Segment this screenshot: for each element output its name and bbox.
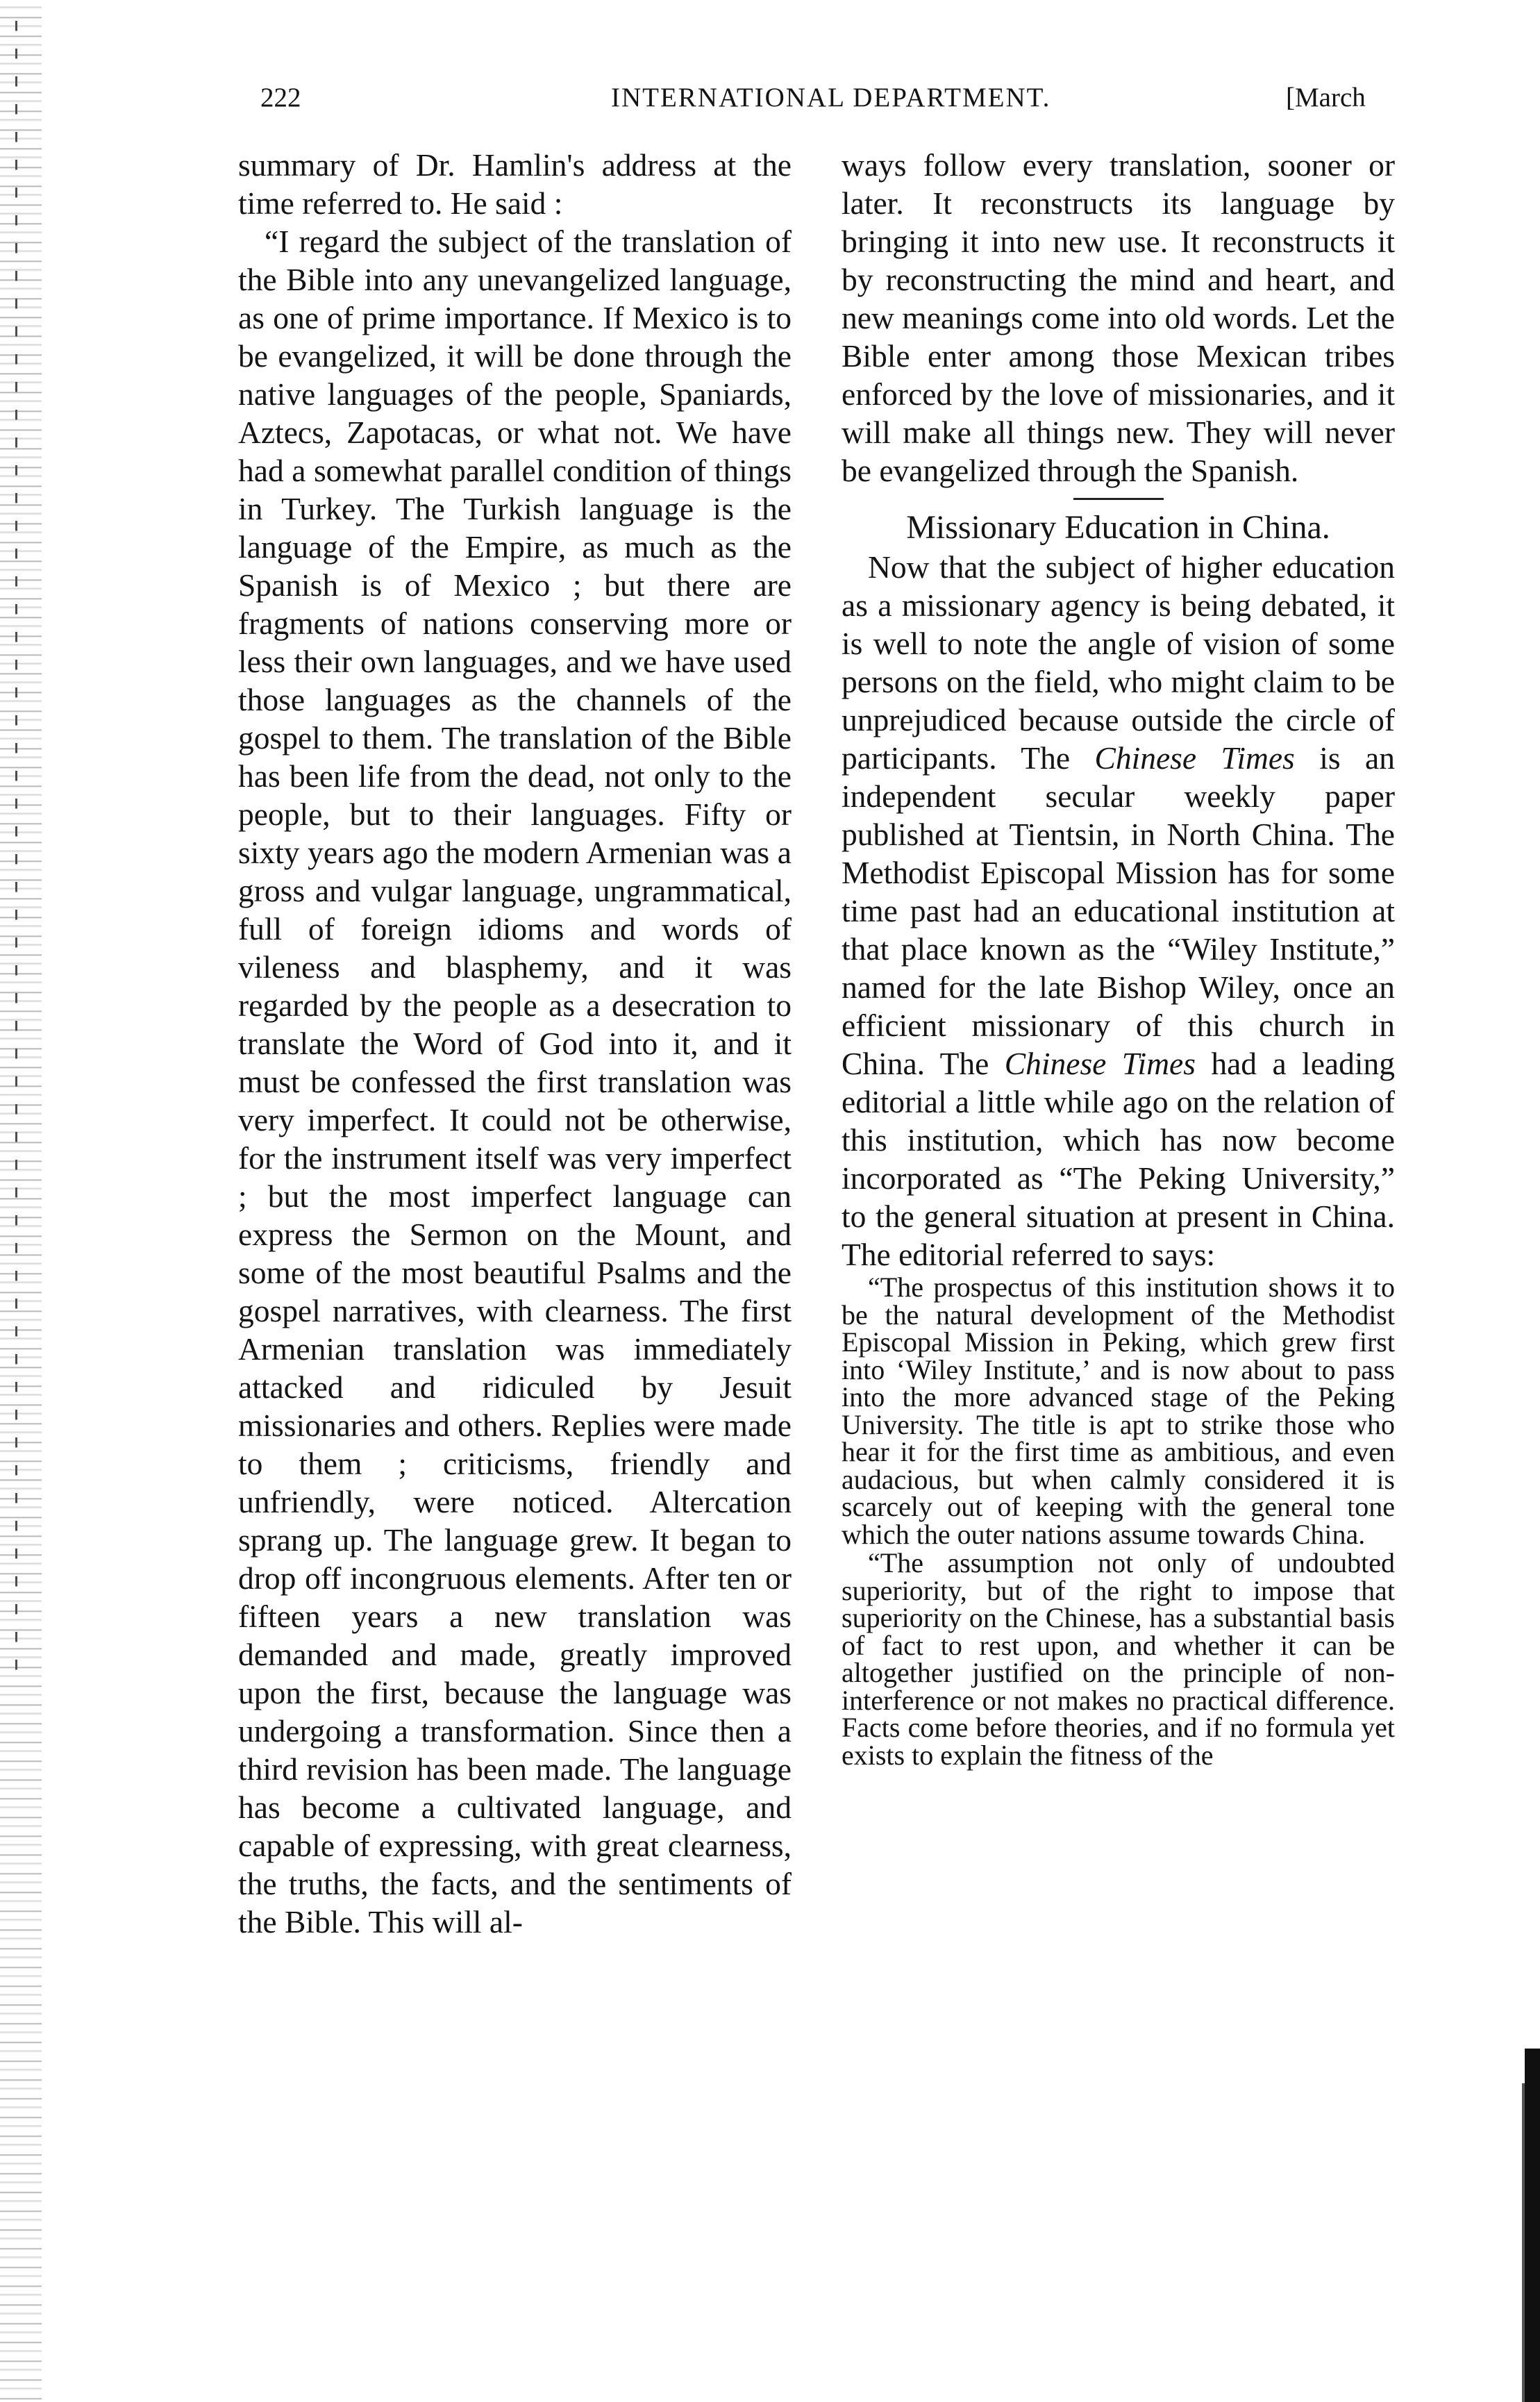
italic-chinese-times-1: Chinese Times: [1094, 740, 1295, 776]
scan-binding-edge: [0, 0, 42, 2402]
right-column: [842, 146, 1395, 1769]
left-column: [238, 146, 792, 1941]
month-label: [March: [1286, 83, 1366, 112]
paragraph-intro: [842, 548, 1395, 1274]
section-heading: Missionary Education in China.: [906, 509, 1330, 546]
italic-chinese-times-2: Chinese Times: [1004, 1046, 1196, 1081]
intro-text-3: had a leading editorial a little while ago on the relation of this institution, which has now become incorporated as “The Peking University,” to the general situation at present in China. The editorial referred to says:: [842, 1046, 1395, 1272]
scan-right-shadow: [1525, 2049, 1540, 2402]
page-number: 222: [260, 83, 301, 112]
running-title: INTERNATIONAL DEPARTMENT.: [611, 83, 1051, 112]
editorial-quote-1: “The prospectus of this institution shows it to be the natural development of the Methodist Episcopal Mission in Peking, which grew first into ‘Wiley Institute,’ and is now about to pass into the more advanced stage of the Peking University. The title is apt to strike those who hear it for the first time as ambitious, and even audacious, but when calmly considered it is scarcely out of keeping with the general tone which the outer nations assume towards China.: [842, 1271, 1395, 1550]
section-divider: [1073, 498, 1164, 500]
paragraph-summary: summary of Dr. Hamlin's address at the time referred to. He said :: [238, 147, 792, 221]
paragraph-hamlin-quote: “I regard the subject of the translation of the Bible into any unevangelized language, as one of prime importance. If Mexico is to be evangelized, it will be done through the native languages of the people, Spaniards, Aztecs, Zapotacas, or what not. We have had a somewhat parallel condition of things in Turkey. The Turkish language is the language of the Empire, as much as the Spanish is of Mexico ; but there are fragments of nations conserving more or less their own languages, and we have used those languages as the channels of the gospel to them. The translation of the Bible has been life from the dead, not only to the people, but to their languages. Fifty or sixty years ago the modern Armenian was a gross and vulgar language, ungrammatical, full of foreign idioms and words of vileness and blasphemy, and it was regarded by the people as a desecration to translate the Word of God into it, and it must be confessed the first translation was very imperfect. It could not be otherwise, for the instrument itself was very imperfect ; but the most imperfect language can express the Sermon on the Mount, and some of the most beautiful Psalms and the gospel narratives, with clearness. The first Armenian translation was immediately attacked and ridiculed by Jesuit missionaries and others. Replies were made to them ; criticisms, friendly and unfriendly, were noticed. Altercation sprang up. The language grew. It began to drop off incongruous elements. After ten or fifteen years a new translation was demanded and made, greatly improved upon the first, because the language was undergoing a transformation. Since then a third revision has been made. The language has become a cultivated language, and capable of expressing, with great clearness, the truths, the facts, and the sentiments of the Bible. This will al-: [238, 224, 792, 1940]
intro-text-2: is an independent secular weekly paper published at Tientsin, in North China. The Methodist Episcopal Mission has for some time past had an educational institution at that place known as the “Wiley Institute,” named for the late Bishop Wiley, once an efficient missionary of this church in China. The: [842, 740, 1395, 1081]
editorial-quote-2: “The assumption not only of undoubted superiority, but of the right to impose that superiority on the Chinese, has a substantial basis of fact to rest upon, and whether it can be altogether justified on the principle of non-interference or not makes no practical difference. Facts come before theories, and if no formula yet exists to explain the fitness of the: [842, 1547, 1395, 1771]
scan-right-shadow-soft: [1522, 2083, 1525, 2402]
page-header: [0, 82, 1540, 124]
intro-text-1: Now that the subject of higher education as a missionary agency is being debated, it is well to note the angle of vision of some persons on the field, who might claim to be unprejudiced because outside the circle of participants. The: [842, 549, 1395, 776]
paragraph-continued: ways follow every translation, sooner or later. It reconstructs its language by bringing it into new use. It reconstructs it by reconstructing the mind and heart, and new meanings come into old words. Let the Bible enter among those Mexican tribes enforced by the love of missionaries, and it will make all things new. They will never be evangelized through the Spanish.: [842, 147, 1395, 488]
